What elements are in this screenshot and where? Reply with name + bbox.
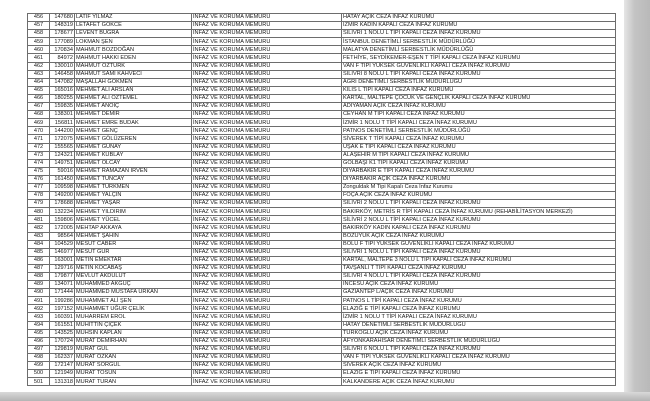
row-number-cell: 491: [28, 297, 50, 305]
table-row: [28, 167, 616, 175]
name-cell: MURAT SORGUL: [75, 362, 192, 370]
name-cell: LOKMAN ŞEN: [75, 38, 192, 46]
registry-number-cell: 156811: [50, 119, 75, 127]
row-number-cell: 458: [28, 30, 50, 38]
row-number-cell: 480: [28, 208, 50, 216]
row-number-cell: 486: [28, 256, 50, 264]
name-cell: MEHMET KUBLAY: [75, 151, 192, 159]
institution-cell: VAN F TİPİ YÜKSEK GÜVENLİKLİ KAPALI CEZA İNFAZ KURUMU: [342, 62, 616, 70]
registry-number-cell: 199286: [50, 297, 75, 305]
institution-cell: CEYHAN M TİPİ KAPALI CEZA İNFAZ KURUMU: [342, 111, 616, 119]
registry-number-cell: 144200: [50, 127, 75, 135]
registry-number-cell: 177089: [50, 38, 75, 46]
institution-cell: BAKIRKÖY, METRİS R TİPİ KAPALI CEZA İNFAZ KURUMU (REHABİLİTASYON MERKEZİ): [342, 208, 616, 216]
title-cell: İNFAZ VE KORUMA MEMURU: [192, 208, 342, 216]
title-cell: İNFAZ VE KORUMA MEMURU: [192, 305, 342, 313]
table-row: [28, 313, 616, 321]
institution-cell: BOZÜYÜK AÇIK CEZA İNFAZ KURUMU: [342, 232, 616, 240]
title-cell: İNFAZ VE KORUMA MEMURU: [192, 256, 342, 264]
title-cell: İNFAZ VE KORUMA MEMURU: [192, 281, 342, 289]
title-cell: İNFAZ VE KORUMA MEMURU: [192, 192, 342, 200]
table-row: [28, 289, 616, 297]
institution-cell: MALATYA DENETİMLİ SERBESTLİK MÜDÜRLÜĞÜ: [342, 46, 616, 54]
table-row: [28, 86, 616, 94]
name-cell: LATİF YILMAZ: [75, 14, 192, 22]
table-row: [28, 281, 616, 289]
name-cell: MAHMUT HAKKI EDEN: [75, 54, 192, 62]
institution-cell: DİYARBAKIR AÇIK CEZA İNFAZ KURUMU: [342, 175, 616, 183]
institution-cell: FOÇA AÇIK CEZA İNFAZ KURUMU: [342, 192, 616, 200]
institution-cell: SİLİVRİ 1 NOLU L TİPİ KAPALI CEZA İNFAZ KURUMU: [342, 30, 616, 38]
registry-number-cell: 159806: [50, 216, 75, 224]
row-number-cell: 479: [28, 200, 50, 208]
institution-cell: İSTANBUL DENETİMLİ SERBESTLİK MÜDÜRLÜĞÜ: [342, 38, 616, 46]
table-row: [28, 54, 616, 62]
name-cell: MAHMUT SAMİ KAHVECİ: [75, 70, 192, 78]
institution-cell: FETHİYE, SEYDİKEMER-EŞEN T TİPİ KAPALI CEZA İNFAZ KURUMU: [342, 54, 616, 62]
row-number-cell: 470: [28, 127, 50, 135]
institution-cell: TÜRKOĞLU AÇIK CEZA İNFAZ KURUMU: [342, 329, 616, 337]
registry-number-cell: 162337: [50, 353, 75, 361]
title-cell: İNFAZ VE KORUMA MEMURU: [192, 240, 342, 248]
table-row: [28, 321, 616, 329]
title-cell: İNFAZ VE KORUMA MEMURU: [192, 46, 342, 54]
registry-number-cell: 59016: [50, 167, 75, 175]
name-cell: MUHAMMED AKGÜÇ: [75, 281, 192, 289]
registry-number-cell: 170834: [50, 46, 75, 54]
name-cell: MEHMET ALİ ÖZTEMEL: [75, 94, 192, 102]
registry-number-cell: 197152: [50, 305, 75, 313]
name-cell: MUHARREM EROL: [75, 313, 192, 321]
name-cell: MAHMUT BOZDOĞAN: [75, 46, 192, 54]
name-cell: MEHMET EMRE BUDAK: [75, 119, 192, 127]
row-number-cell: 465: [28, 86, 50, 94]
table-row: [28, 111, 616, 119]
registry-number-cell: 155565: [50, 143, 75, 151]
institution-cell: AFYONKARAHİSAR DENETİMLİ SERBESTLİK MÜDÜRLÜĞÜ: [342, 337, 616, 345]
title-cell: İNFAZ VE KORUMA MEMURU: [192, 337, 342, 345]
registry-number-cell: 146458: [50, 70, 75, 78]
row-number-cell: 467: [28, 103, 50, 111]
title-cell: İNFAZ VE KORUMA MEMURU: [192, 70, 342, 78]
table-row: [28, 353, 616, 361]
registry-number-cell: 170724: [50, 337, 75, 345]
row-number-cell: 500: [28, 370, 50, 378]
name-cell: MEHMET GÖLÜZEREN: [75, 135, 192, 143]
title-cell: İNFAZ VE KORUMA MEMURU: [192, 78, 342, 86]
title-cell: İNFAZ VE KORUMA MEMURU: [192, 370, 342, 378]
registry-number-cell: 130010: [50, 62, 75, 70]
title-cell: İNFAZ VE KORUMA MEMURU: [192, 273, 342, 281]
institution-cell: SİLİVRİ 8 NOLU L TİPİ KAPALI CEZA İNFAZ KURUMU: [342, 70, 616, 78]
table-row: [28, 62, 616, 70]
page-edge-shadow-right: [624, 0, 650, 401]
table-row: [28, 224, 616, 232]
title-cell: İNFAZ VE KORUMA MEMURU: [192, 103, 342, 111]
registry-number-cell: 172147: [50, 362, 75, 370]
name-cell: MAHMUT ÖZTÜRK: [75, 62, 192, 70]
title-cell: İNFAZ VE KORUMA MEMURU: [192, 200, 342, 208]
name-cell: MESUT CABER: [75, 240, 192, 248]
row-number-cell: 490: [28, 289, 50, 297]
institution-cell: TAVŞANLI T TİPİ KAPALI CEZA İNFAZ KURUMU: [342, 264, 616, 272]
institution-cell: UŞAK E TİPİ KAPALI CEZA İNFAZ KURUMU: [342, 143, 616, 151]
table-row: [28, 78, 616, 86]
name-cell: MEHMET YAŞAR: [75, 200, 192, 208]
name-cell: MEHMET GÜNAY: [75, 143, 192, 151]
name-cell: MURAT GÜL: [75, 345, 192, 353]
row-number-cell: 478: [28, 192, 50, 200]
table-row: [28, 232, 616, 240]
name-cell: MURAT TURAN: [75, 378, 192, 386]
row-number-cell: 484: [28, 240, 50, 248]
name-cell: MEVLÜT AKDULUT: [75, 273, 192, 281]
row-number-cell: 477: [28, 183, 50, 191]
table-row: [28, 273, 616, 281]
institution-cell: BOLU F TİPİ YÜKSEK GÜVENLİKLİ KAPALI CEZA İNFAZ KURUMU: [342, 240, 616, 248]
row-number-cell: 468: [28, 111, 50, 119]
institution-cell: KARTAL, MALTEPE 3 NOLU L TİPİ KAPALI CEZA İNFAZ KURUMU: [342, 256, 616, 264]
registry-number-cell: 172005: [50, 224, 75, 232]
table-row: [28, 345, 616, 353]
row-number-cell: 489: [28, 281, 50, 289]
table-row: [28, 370, 616, 378]
registry-number-cell: 160391: [50, 313, 75, 321]
name-cell: MEHMET TÜRKMEN: [75, 183, 192, 191]
table-row: [28, 183, 616, 191]
title-cell: İNFAZ VE KORUMA MEMURU: [192, 329, 342, 337]
row-number-cell: 464: [28, 78, 50, 86]
table-row: [28, 70, 616, 78]
name-cell: MURAT DEMİRHAN: [75, 337, 192, 345]
registry-number-cell: 131318: [50, 378, 75, 386]
name-cell: MEHMET RAMAZAN İRVEN: [75, 167, 192, 175]
title-cell: İNFAZ VE KORUMA MEMURU: [192, 175, 342, 183]
table-row: [28, 159, 616, 167]
institution-cell: HATAY AÇIK CEZA İNFAZ KURUMU: [342, 14, 616, 22]
row-number-cell: 460: [28, 46, 50, 54]
registry-number-cell: 163001: [50, 256, 75, 264]
title-cell: İNFAZ VE KORUMA MEMURU: [192, 94, 342, 102]
table-row: [28, 127, 616, 135]
row-number-cell: 474: [28, 159, 50, 167]
name-cell: MEHMET ANOİÇ: [75, 103, 192, 111]
title-cell: İNFAZ VE KORUMA MEMURU: [192, 248, 342, 256]
title-cell: İNFAZ VE KORUMA MEMURU: [192, 353, 342, 361]
registry-number-cell: 161551: [50, 321, 75, 329]
registry-number-cell: 129819: [50, 345, 75, 353]
institution-cell: ELAZIĞ E TİPİ KAPALI CEZA İNFAZ KURUMU: [342, 370, 616, 378]
row-number-cell: 481: [28, 216, 50, 224]
registry-number-cell: 104529: [50, 240, 75, 248]
name-cell: MUHAMMED MUSTAFA URKAN: [75, 289, 192, 297]
institution-cell: SİLİVRİ 6 NOLU L TİPİ KAPALI CEZA İNFAZ KURUMU: [342, 345, 616, 353]
registry-number-cell: 138301: [50, 111, 75, 119]
row-number-cell: 475: [28, 167, 50, 175]
row-number-cell: 499: [28, 362, 50, 370]
institution-cell: SİLİVRİ 2 NOLU L TİPİ KAPALI CEZA İNFAZ KURUMU: [342, 200, 616, 208]
table-row: [28, 94, 616, 102]
table-row: [28, 216, 616, 224]
name-cell: MUHSİN KAPLAN: [75, 329, 192, 337]
registry-number-cell: 148319: [50, 22, 75, 30]
name-cell: MUHAMMET ALİ ŞEN: [75, 297, 192, 305]
row-number-cell: 476: [28, 175, 50, 183]
row-number-cell: 457: [28, 22, 50, 30]
institution-cell: Zonguldak M Tipi Kapalı Ceza İnfaz Kurumu: [342, 183, 616, 191]
institution-cell: BAKIRKÖY KADIN KAPALI CEZA İNFAZ KURUMU: [342, 224, 616, 232]
name-cell: LEVENT BUĞRA: [75, 30, 192, 38]
row-number-cell: 492: [28, 305, 50, 313]
registry-number-cell: 179877: [50, 273, 75, 281]
institution-cell: PATNOS L TİPİ KAPALI CEZA İNFAZ KURUMU: [342, 297, 616, 305]
title-cell: İNFAZ VE KORUMA MEMURU: [192, 345, 342, 353]
title-cell: İNFAZ VE KORUMA MEMURU: [192, 62, 342, 70]
name-cell: MEHMET TUNCAY: [75, 175, 192, 183]
table-row: [28, 200, 616, 208]
row-number-cell: 459: [28, 38, 50, 46]
row-number-cell: 471: [28, 135, 50, 143]
title-cell: İNFAZ VE KORUMA MEMURU: [192, 119, 342, 127]
institution-cell: GÖLBAŞI K1 TİPİ KAPALI CEZA İNFAZ KURUMU: [342, 159, 616, 167]
title-cell: İNFAZ VE KORUMA MEMURU: [192, 224, 342, 232]
row-number-cell: 496: [28, 337, 50, 345]
name-cell: MEHTAP AKKAYA: [75, 224, 192, 232]
table-row: [28, 46, 616, 54]
name-cell: MURAT TOSUN: [75, 370, 192, 378]
institution-cell: SİVEREK T TİPİ KAPALI CEZA İNFAZ KURUMU: [342, 135, 616, 143]
registry-number-cell: 178677: [50, 30, 75, 38]
institution-cell: İNCESU AÇIK CEZA İNFAZ KURUMU: [342, 281, 616, 289]
table-row: [28, 119, 616, 127]
row-number-cell: 473: [28, 151, 50, 159]
title-cell: İNFAZ VE KORUMA MEMURU: [192, 183, 342, 191]
name-cell: METİN KOCABAŞ: [75, 264, 192, 272]
title-cell: İNFAZ VE KORUMA MEMURU: [192, 362, 342, 370]
row-number-cell: 493: [28, 313, 50, 321]
registry-number-cell: 84972: [50, 54, 75, 62]
registry-number-cell: 159835: [50, 103, 75, 111]
name-cell: MEHMET ŞAHİN: [75, 232, 192, 240]
title-cell: İNFAZ VE KORUMA MEMURU: [192, 289, 342, 297]
registry-number-cell: 147680: [50, 14, 75, 22]
row-number-cell: 472: [28, 143, 50, 151]
table-row: [28, 22, 616, 30]
table-row: [28, 103, 616, 111]
registry-number-cell: 98564: [50, 232, 75, 240]
name-cell: MAŞALLAH GÖKMEN: [75, 78, 192, 86]
name-cell: METİN EMEKTAR: [75, 256, 192, 264]
institution-cell: ADIYAMAN AÇIK CEZA İNFAZ KURUMU: [342, 103, 616, 111]
title-cell: İNFAZ VE KORUMA MEMURU: [192, 22, 342, 30]
title-cell: İNFAZ VE KORUMA MEMURU: [192, 216, 342, 224]
institution-cell: HATAY DENETİMLİ SERBESTLİK MÜDÜRLÜĞÜ: [342, 321, 616, 329]
institution-cell: KARTAL, MALTEPE ÇOCUK VE GENÇLİK KAPALI CEZA İNFAZ KURUMU: [342, 94, 616, 102]
registry-number-cell: 178688: [50, 200, 75, 208]
row-number-cell: 466: [28, 94, 50, 102]
name-cell: LETAFET GÖKCE: [75, 22, 192, 30]
table-row: [28, 305, 616, 313]
table-row: [28, 208, 616, 216]
table-row: [28, 329, 616, 337]
row-number-cell: 462: [28, 62, 50, 70]
institution-cell: KİLİS L TİPİ KAPALI CEZA İNFAZ KURUMU: [342, 86, 616, 94]
row-number-cell: 456: [28, 14, 50, 22]
registry-number-cell: 149751: [50, 159, 75, 167]
institution-cell: İZMİR KADIN KAPALI CEZA İNFAZ KURUMU: [342, 22, 616, 30]
table-row: [28, 297, 616, 305]
institution-cell: GAZİANTEP L/AÇIK CEZA İNFAZ KURUMU: [342, 289, 616, 297]
table-row: [28, 38, 616, 46]
institution-cell: SİVEREK AÇIK CEZA İNFAZ KURUMU: [342, 362, 616, 370]
row-number-cell: 495: [28, 329, 50, 337]
title-cell: İNFAZ VE KORUMA MEMURU: [192, 30, 342, 38]
institution-cell: İZMİR 1 NOLU T TİPİ KAPALI CEZA İNFAZ KURUMU: [342, 119, 616, 127]
registry-number-cell: 134071: [50, 281, 75, 289]
row-number-cell: 483: [28, 232, 50, 240]
name-cell: MESUT GÜR: [75, 248, 192, 256]
name-cell: MEHMET YILDIRIM: [75, 208, 192, 216]
row-number-cell: 482: [28, 224, 50, 232]
table-row: [28, 378, 616, 386]
title-cell: İNFAZ VE KORUMA MEMURU: [192, 159, 342, 167]
institution-cell: AĞRI DENETİMLİ SERBESTLİK MÜDÜRLÜĞÜ: [342, 78, 616, 86]
name-cell: MEHMET GENÇ: [75, 127, 192, 135]
registry-number-cell: 180255: [50, 94, 75, 102]
table-row: [28, 264, 616, 272]
institution-cell: KALKANDERE AÇIK CEZA İNFAZ KURUMU: [342, 378, 616, 386]
row-number-cell: 469: [28, 119, 50, 127]
table-row: [28, 30, 616, 38]
title-cell: İNFAZ VE KORUMA MEMURU: [192, 111, 342, 119]
registry-number-cell: 165016: [50, 86, 75, 94]
registry-number-cell: 172075: [50, 135, 75, 143]
title-cell: İNFAZ VE KORUMA MEMURU: [192, 86, 342, 94]
row-number-cell: 461: [28, 54, 50, 62]
institution-cell: ALAŞEHİR M TİPİ KAPALI CEZA İNFAZ KURUMU: [342, 151, 616, 159]
registry-number-cell: 147082: [50, 78, 75, 86]
title-cell: İNFAZ VE KORUMA MEMURU: [192, 232, 342, 240]
table-row: [28, 192, 616, 200]
table-row: [28, 248, 616, 256]
table-row: [28, 143, 616, 151]
title-cell: İNFAZ VE KORUMA MEMURU: [192, 264, 342, 272]
table-row: [28, 151, 616, 159]
row-number-cell: 494: [28, 321, 50, 329]
registry-number-cell: 109598: [50, 183, 75, 191]
registry-number-cell: 161450: [50, 175, 75, 183]
row-number-cell: 488: [28, 273, 50, 281]
institution-cell: SİLİVRİ 2 NOLU L TİPİ KAPALI CEZA İNFAZ KURUMU: [342, 216, 616, 224]
name-cell: MEHMET YALÇIN: [75, 192, 192, 200]
row-number-cell: 497: [28, 345, 50, 353]
title-cell: İNFAZ VE KORUMA MEMURU: [192, 313, 342, 321]
row-number-cell: 498: [28, 353, 50, 361]
institution-cell: SİLİVRİ 4 NOLU L TİPİ KAPALI CEZA İNFAZ KURUMU: [342, 273, 616, 281]
registry-number-cell: 121949: [50, 370, 75, 378]
title-cell: İNFAZ VE KORUMA MEMURU: [192, 143, 342, 151]
table-row: [28, 135, 616, 143]
row-number-cell: 463: [28, 70, 50, 78]
name-cell: MEHMET ALİ ARSLAN: [75, 86, 192, 94]
table-row: [28, 256, 616, 264]
institution-cell: PATNOS DENETİMLİ SERBESTLİK MÜDÜRLÜĞÜ: [342, 127, 616, 135]
registry-number-cell: 149200: [50, 192, 75, 200]
name-cell: MUHAMMET UĞUR ÇELİK: [75, 305, 192, 313]
personnel-table-body: [28, 14, 616, 386]
institution-cell: SİLİVRİ 1 NOLU L TİPİ KAPALI CEZA İNFAZ KURUMU: [342, 248, 616, 256]
name-cell: MURAT ÖZKAN: [75, 353, 192, 361]
institution-cell: VAN F TİPİ YÜKSEK GÜVENLİKLİ KAPALI CEZA İNFAZ KURUMU: [342, 353, 616, 361]
title-cell: İNFAZ VE KORUMA MEMURU: [192, 14, 342, 22]
institution-cell: İZMİR 1 NOLU T TİPİ KAPALI CEZA İNFAZ KURUMU: [342, 313, 616, 321]
table-row: [28, 240, 616, 248]
registry-number-cell: 129716: [50, 264, 75, 272]
table-row: [28, 337, 616, 345]
name-cell: MEHMET YÜCEL: [75, 216, 192, 224]
registry-number-cell: 132234: [50, 208, 75, 216]
row-number-cell: 485: [28, 248, 50, 256]
page-edge-shadow-bottom: [0, 392, 650, 401]
title-cell: İNFAZ VE KORUMA MEMURU: [192, 167, 342, 175]
institution-cell: DİYARBAKIR E TİPİ KAPALI CEZA İNFAZ KURUMU: [342, 167, 616, 175]
table-row: [28, 362, 616, 370]
title-cell: İNFAZ VE KORUMA MEMURU: [192, 321, 342, 329]
registry-number-cell: 124321: [50, 151, 75, 159]
registry-number-cell: 171444: [50, 289, 75, 297]
institution-cell: ELAZIĞ E TİPİ KAPALI CEZA İNFAZ KURUMU: [342, 305, 616, 313]
title-cell: İNFAZ VE KORUMA MEMURU: [192, 297, 342, 305]
personnel-table: [27, 13, 616, 386]
title-cell: İNFAZ VE KORUMA MEMURU: [192, 54, 342, 62]
title-cell: İNFAZ VE KORUMA MEMURU: [192, 38, 342, 46]
title-cell: İNFAZ VE KORUMA MEMURU: [192, 378, 342, 386]
registry-number-cell: 143525: [50, 329, 75, 337]
title-cell: İNFAZ VE KORUMA MEMURU: [192, 151, 342, 159]
name-cell: MEHMET DEMİR: [75, 111, 192, 119]
title-cell: İNFAZ VE KORUMA MEMURU: [192, 127, 342, 135]
title-cell: İNFAZ VE KORUMA MEMURU: [192, 135, 342, 143]
registry-number-cell: 146977: [50, 248, 75, 256]
name-cell: MEHMET OLCAY: [75, 159, 192, 167]
row-number-cell: 487: [28, 264, 50, 272]
name-cell: MUHİTTİN ÇİÇEK: [75, 321, 192, 329]
row-number-cell: 501: [28, 378, 50, 386]
table-row: [28, 175, 616, 183]
table-row: [28, 14, 616, 22]
